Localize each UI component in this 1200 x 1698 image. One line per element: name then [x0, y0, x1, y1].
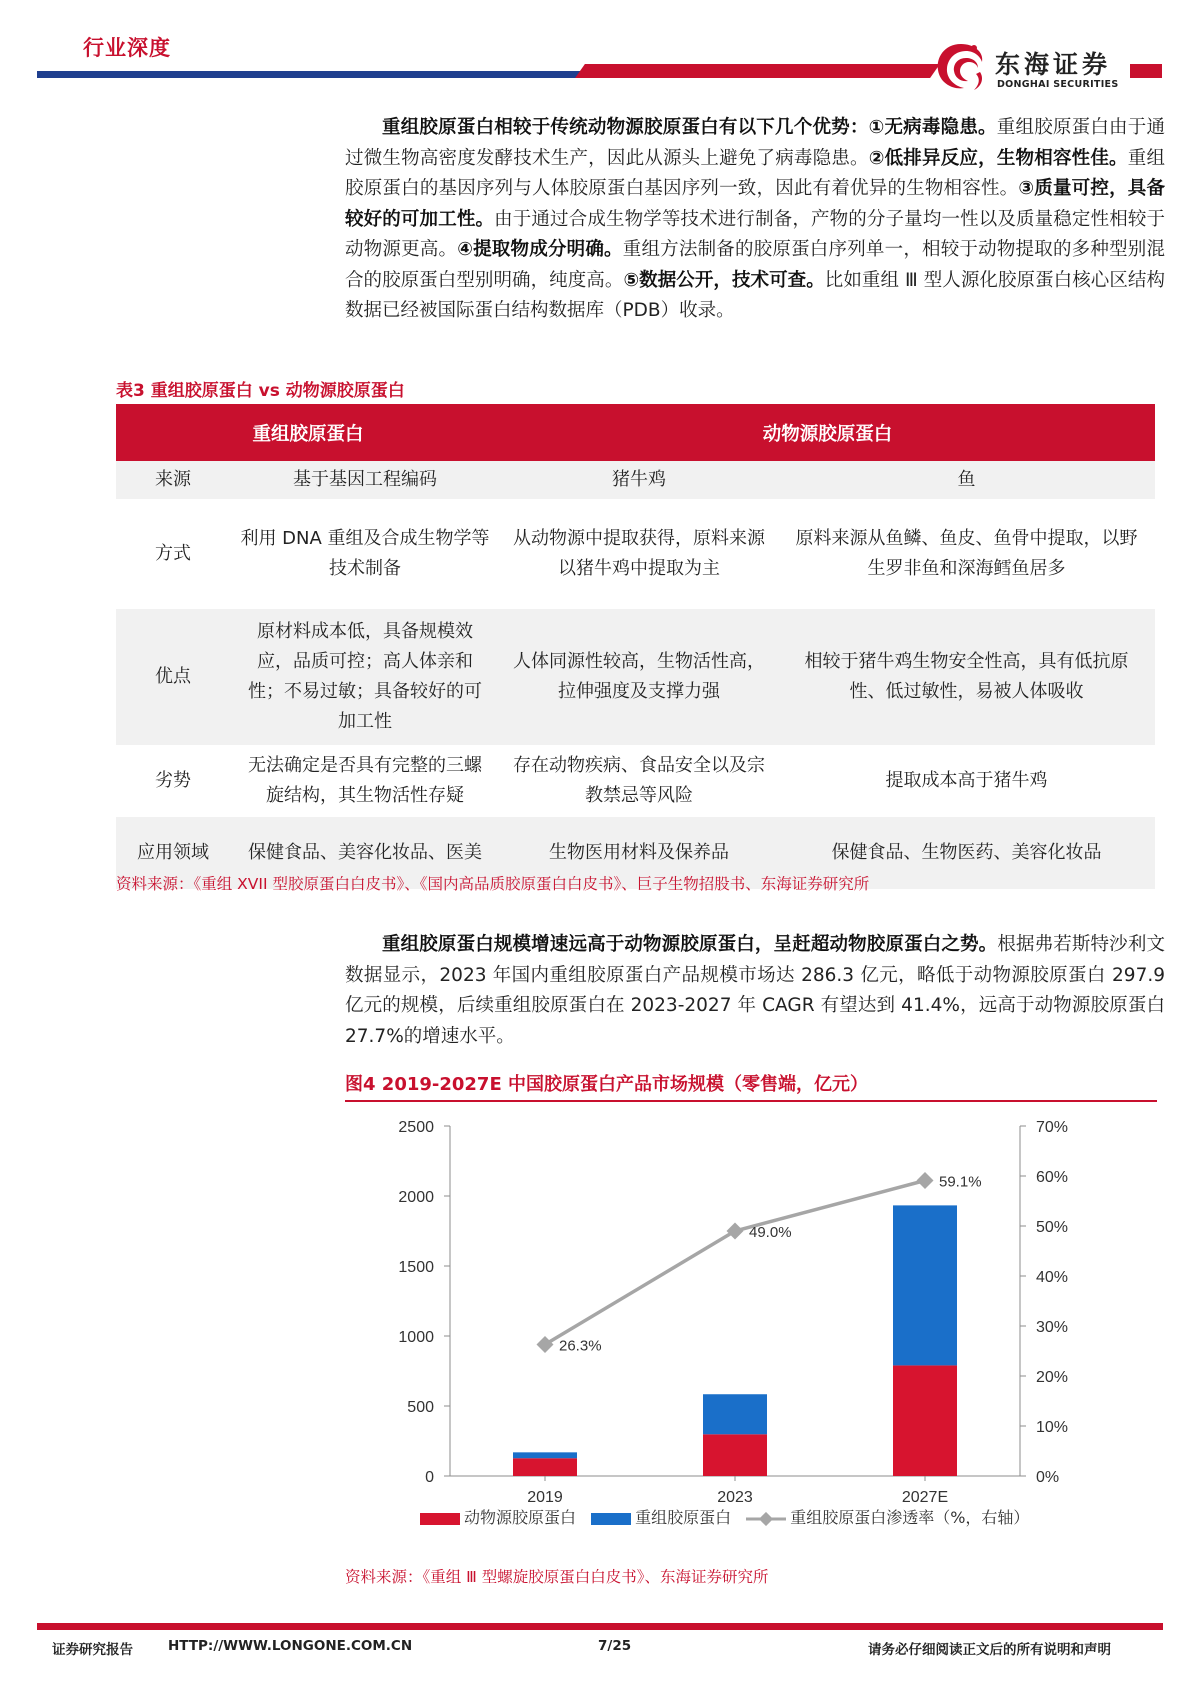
cell: 保健食品、生物医药、美容化妆品: [778, 817, 1155, 889]
cell: 提取成本高于猪牛鸡: [885, 770, 1048, 791]
para1-text-4: 重组方法制备的胶原蛋白序列单一，相较于动物提取的多种型别混合的胶原蛋白型别明确，纯度高。: [345, 239, 1165, 291]
legend-item-penetration: [746, 1505, 1029, 1528]
header-rule-red: [575, 64, 940, 78]
penetration-data-label: 59.1%: [939, 1173, 982, 1191]
table-source: 资料来源：《重组 XVII 型胶原蛋白白皮书》、《国内高品质胶原蛋白白皮书》、巨子生物招股书、东海证券研究所: [116, 875, 870, 893]
footer-url-link[interactable]: HTTP://WWW.LONGONE.COM.CN: [168, 1638, 413, 1654]
market-size-chart: [345, 1104, 1157, 1504]
table-caption: 表3 重组胶原蛋白 vs 动物源胶原蛋白: [116, 381, 405, 401]
para1-bold-5: ⑤数据公开，技术可查。: [623, 269, 825, 291]
footer-disclaimer: 请务必仔细阅读正文后的所有说明和声明: [868, 1642, 1111, 1658]
right-tick-label: 60%: [1036, 1169, 1069, 1186]
cell: 猪牛鸡: [500, 461, 778, 499]
table-row: [116, 745, 1155, 817]
right-tick-label: 30%: [1036, 1319, 1069, 1336]
header-rule-red-end: [1130, 64, 1162, 78]
chart-legend: [420, 1505, 1039, 1528]
legend-swatch-recombinant: [591, 1513, 631, 1525]
penetration-data-label: 49.0%: [749, 1224, 792, 1241]
cell: 基于基因工程编码: [230, 461, 500, 499]
row-label: 应用领域: [116, 817, 230, 889]
cell: 原料来源从鱼鳞、鱼皮、鱼骨中提取，以野生罗非鱼和深海鳕鱼居多: [795, 528, 1138, 579]
comparison-table: [116, 404, 1155, 889]
legend-label-animal: 动物源胶原蛋白: [464, 1508, 577, 1527]
figure-caption: 图4 2019-2027E 中国胶原蛋白产品市场规模（零售端，亿元）: [345, 1074, 869, 1095]
right-tick-label: 0%: [1036, 1469, 1060, 1486]
left-tick-label: 500: [407, 1399, 434, 1416]
row-label: 方式: [155, 543, 191, 564]
x-tick-label: 2023: [717, 1489, 753, 1504]
figure-rule: [345, 1100, 1157, 1102]
legend-swatch-animal: [420, 1513, 460, 1525]
legend-label-penetration: 重组胶原蛋白渗透率（%，右轴）: [790, 1508, 1030, 1527]
cell: 相较于猪牛鸡生物安全性高，具有低抗原性、低过敏性，易被人体吸收: [778, 609, 1155, 745]
para2-text-1: 根据弗若斯特沙利文数据显示，2023 年国内重组胶原蛋白产品规模市场达 286.3 亿元，略低于动物源胶原蛋白 297.9 亿元的规模，后续重组胶原蛋白在 2023-2027 年 CAGR 有望达到 41.4%，远高于动物源胶原蛋白 27.7%的增速水平。: [345, 934, 1165, 1047]
right-tick-label: 40%: [1036, 1269, 1069, 1286]
header-rule-blue: [37, 71, 597, 78]
table-row: [116, 609, 1155, 745]
table-row: [116, 499, 1155, 609]
cell: 从动物源中提取获得，原料来源以猪牛鸡中提取为主: [513, 528, 765, 579]
bar-animal: [703, 1434, 767, 1476]
para1-bold-2: ②低排异反应，生物相容性佳。: [868, 147, 1128, 169]
logo-text-en: DONGHAI SECURITIES: [997, 79, 1119, 90]
row-label: 来源: [116, 461, 230, 499]
x-tick-label: 2027E: [901, 1489, 949, 1504]
para1-text-5: 比如重组 Ⅲ 型人源化胶原蛋白核心区结构数据已经被国际蛋白结构数据库（PDB）收录。: [345, 269, 1165, 321]
cell: 无法确定是否具有完整的三螺旋结构，其生物活性存疑: [248, 755, 482, 806]
bar-animal: [513, 1458, 577, 1476]
bar-recombinant: [703, 1394, 767, 1434]
cell: 人体同源性较高，生物活性高，拉伸强度及支撑力强: [500, 609, 778, 745]
right-tick-label: 70%: [1036, 1119, 1069, 1136]
bar-animal: [893, 1365, 957, 1476]
table-header-recombinant: 重组胶原蛋白: [116, 404, 500, 461]
right-tick-label: 50%: [1036, 1219, 1069, 1236]
bar-recombinant: [893, 1205, 957, 1365]
dragon-logo-icon: [930, 38, 992, 94]
cell: 存在动物疾病、食品安全以及宗教禁忌等风险: [513, 755, 765, 806]
para1-text-1: 重组胶原蛋白由于通过微生物高密度发酵技术生产，因此从源头上避免了病毒隐患。: [345, 117, 1165, 169]
figure-source: 资料来源：《重组 Ⅲ 型螺旋胶原蛋白白皮书》、东海证券研究所: [345, 1568, 769, 1586]
para2-bold-1: 重组胶原蛋白规模增速远高于动物源胶原蛋白，呈赶超动物胶原蛋白之势。: [382, 934, 998, 955]
para1-text-2: 重组胶原蛋白的基因序列与人体胶原蛋白基因序列一致，因此有着优异的生物相容性。: [345, 147, 1165, 199]
paragraph-market-growth: [345, 930, 1165, 1052]
para1-bold-3: ③质量可控，具备较好的可加工性。: [345, 178, 1165, 230]
legend-item-recombinant: [591, 1505, 731, 1528]
penetration-marker: [727, 1223, 744, 1240]
footer-report-type: 证券研究报告: [52, 1642, 133, 1658]
logo-text-cn: 东海证券: [995, 50, 1112, 79]
para1-text-3: 由于通过合成生物学等技术进行制备，产物的分子量均一性以及质量稳定性相较于动物源更高。: [345, 208, 1165, 260]
paragraph-advantages: [345, 113, 1165, 327]
cell: 鱼: [778, 461, 1155, 499]
cell: 利用 DNA 重组及合成生物学等技术制备: [240, 528, 490, 579]
penetration-data-label: 26.3%: [559, 1337, 602, 1355]
right-tick-label: 10%: [1036, 1419, 1069, 1436]
left-tick-label: 2500: [398, 1119, 434, 1136]
right-tick-label: 20%: [1036, 1369, 1069, 1386]
cell: 生物医用材料及保养品: [500, 817, 778, 889]
footer-rule: [37, 1623, 1163, 1630]
x-tick-label: 2019: [527, 1489, 563, 1504]
left-tick-label: 0: [425, 1469, 434, 1486]
legend-swatch-penetration-icon: [746, 1512, 786, 1526]
section-title: 行业深度: [83, 36, 171, 60]
legend-item-animal: [420, 1505, 576, 1528]
table-header-animal: 动物源胶原蛋白: [500, 404, 1155, 461]
cell: 原材料成本低，具备规模效应，品质可控；高人体亲和性；不易过敏；具备较好的可加工性: [230, 609, 500, 745]
bar-recombinant: [513, 1452, 577, 1458]
penetration-marker: [917, 1172, 934, 1189]
penetration-marker: [537, 1336, 554, 1353]
legend-label-recombinant: 重组胶原蛋白: [635, 1508, 732, 1527]
left-tick-label: 1000: [398, 1329, 434, 1346]
cell: 保健食品、美容化妆品、医美: [230, 817, 500, 889]
left-tick-label: 1500: [398, 1259, 434, 1276]
para1-bold-4: ④提取物成分明确。: [457, 239, 623, 260]
footer-page-number: 7/25: [598, 1638, 632, 1654]
penetration-line: [545, 1181, 925, 1345]
table-row: [116, 461, 1155, 499]
row-label: 优点: [116, 609, 230, 745]
para1-bold-1: 重组胶原蛋白相较于传统动物源胶原蛋白有以下几个优势：①无病毒隐患。: [382, 117, 997, 138]
left-tick-label: 2000: [398, 1189, 434, 1206]
row-label: 劣势: [155, 770, 191, 791]
